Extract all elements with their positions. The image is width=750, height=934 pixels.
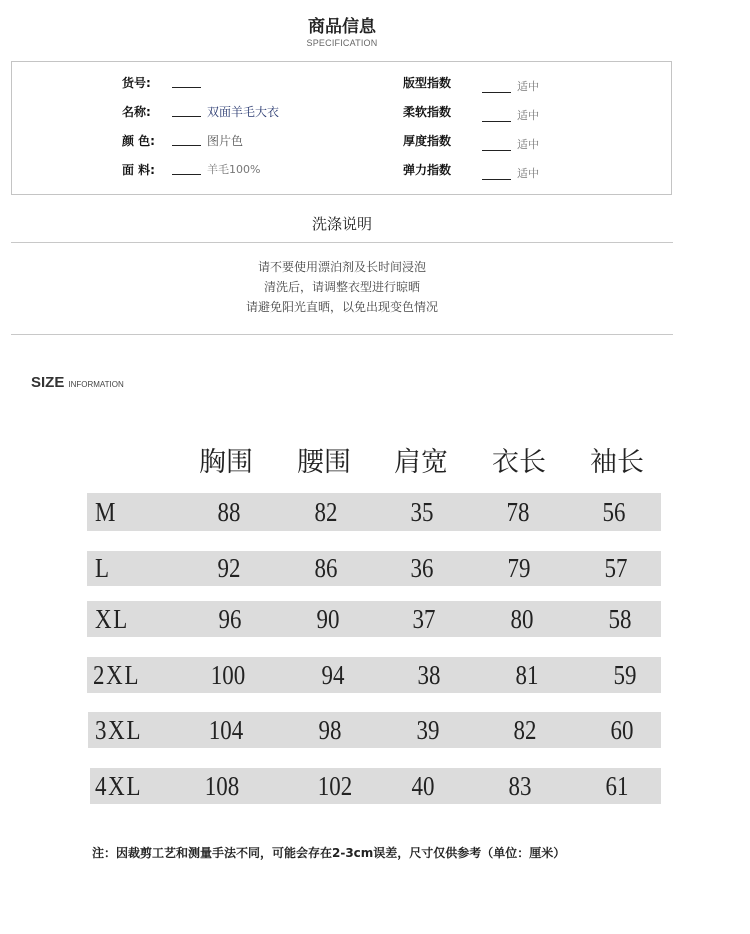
spec-value: 图片色 [207,133,244,148]
size-section-label [31,374,124,391]
spec-blank-line [482,169,511,180]
measurement-cell: 56 [602,497,626,527]
spec-value: 适中 [517,138,539,151]
measurement-cell: 81 [515,660,539,690]
spec-blank-line [172,106,201,117]
specification-box [11,61,672,195]
size-cell: 3XL [95,715,143,745]
size-cell: L [95,553,111,583]
spec-value: 羊毛100% [207,163,261,176]
size-note: 注：因裁剪工艺和测量手法不同，可能会存在2-3cm误差，尺寸仅供参考（单位：厘米） [92,846,566,860]
measurement-cell: 83 [508,771,532,801]
size-label-sub: INFORMATION [68,380,124,389]
spec-label: 名称: [122,104,151,119]
measurement-cell: 40 [411,771,435,801]
spec-blank-line [482,82,511,93]
measurement-cell: 36 [410,553,434,583]
spec-item-thickness-index [403,130,539,150]
spec-blank-line [172,135,201,146]
divider [11,242,673,243]
column-header-length: 衣长 [492,447,546,478]
column-header-chest: 胸围 [199,447,253,478]
size-label-main: SIZE [31,374,65,391]
spec-value: 适中 [517,167,539,180]
size-cell: 4XL [95,771,143,801]
measurement-cell: 98 [318,715,342,745]
measurement-cell: 108 [204,771,240,801]
page-title: 商品信息 [308,17,376,37]
measurement-cell: 61 [605,771,629,801]
spec-label: 颜 色: [122,133,155,148]
measurement-cell: 35 [410,497,434,527]
column-header-shoulder: 肩宽 [394,447,448,478]
spec-label: 版型指数 [403,75,452,90]
spec-item-color [122,130,243,150]
measurement-cell: 59 [613,660,637,690]
spec-blank-line [482,111,511,122]
measurement-cell: 82 [314,497,338,527]
column-header-waist: 腰围 [297,447,351,478]
measurement-cell: 96 [218,604,242,634]
spec-label: 货号: [122,75,151,90]
measurement-cell: 79 [507,553,531,583]
measurement-cell: 58 [608,604,632,634]
spec-item-name [122,101,279,121]
page-subtitle: SPECIFICATION [306,38,378,48]
spec-label: 厚度指数 [403,133,452,148]
spec-label: 面 料: [122,162,155,177]
divider [11,334,673,335]
wash-title: 洗涤说明 [311,215,372,233]
spec-label: 弹力指数 [403,162,452,177]
spec-label: 柔软指数 [403,104,452,119]
measurement-cell: 38 [417,660,441,690]
measurement-cell: 94 [321,660,345,690]
spec-blank-line [172,77,201,88]
size-cell: XL [95,604,129,634]
spec-value: 适中 [517,80,539,93]
table-row [90,768,661,804]
measurement-cell: 39 [416,715,440,745]
column-header-sleeve: 袖长 [590,447,644,478]
spec-blank-line [482,140,511,151]
spec-item-fabric [122,159,260,179]
measurement-cell: 78 [506,497,530,527]
size-cell: M [95,497,118,527]
measurement-cell: 92 [217,553,241,583]
measurement-cell: 102 [317,771,353,801]
spec-item-elasticity-index [403,159,539,179]
spec-item-number [122,72,207,92]
measurement-cell: 90 [316,604,340,634]
measurement-cell: 82 [513,715,537,745]
spec-value: 双面羊毛大衣 [207,104,280,119]
measurement-cell: 100 [210,660,246,690]
measurement-cell: 60 [610,715,634,745]
measurement-cell: 37 [412,604,436,634]
table-row [87,601,661,637]
measurement-cell: 88 [217,497,241,527]
table-row [87,657,661,693]
spec-blank-line [172,164,201,175]
measurement-cell: 86 [314,553,338,583]
table-row [87,551,661,586]
wash-line: 请避免阳光直晒，以免出现变色情况 [245,300,438,314]
size-cell: 2XL [93,660,141,690]
measurement-cell: 104 [208,715,244,745]
spec-item-softness-index [403,101,539,121]
wash-line: 请不要使用漂泊剂及长时间浸泡 [257,260,426,274]
spec-value: 适中 [517,109,539,122]
measurement-cell: 57 [604,553,628,583]
spec-item-fit-index [403,72,539,92]
wash-line: 清洗后，请调整衣型进行晾晒 [263,280,420,294]
measurement-cell: 80 [510,604,534,634]
table-row [88,712,661,748]
